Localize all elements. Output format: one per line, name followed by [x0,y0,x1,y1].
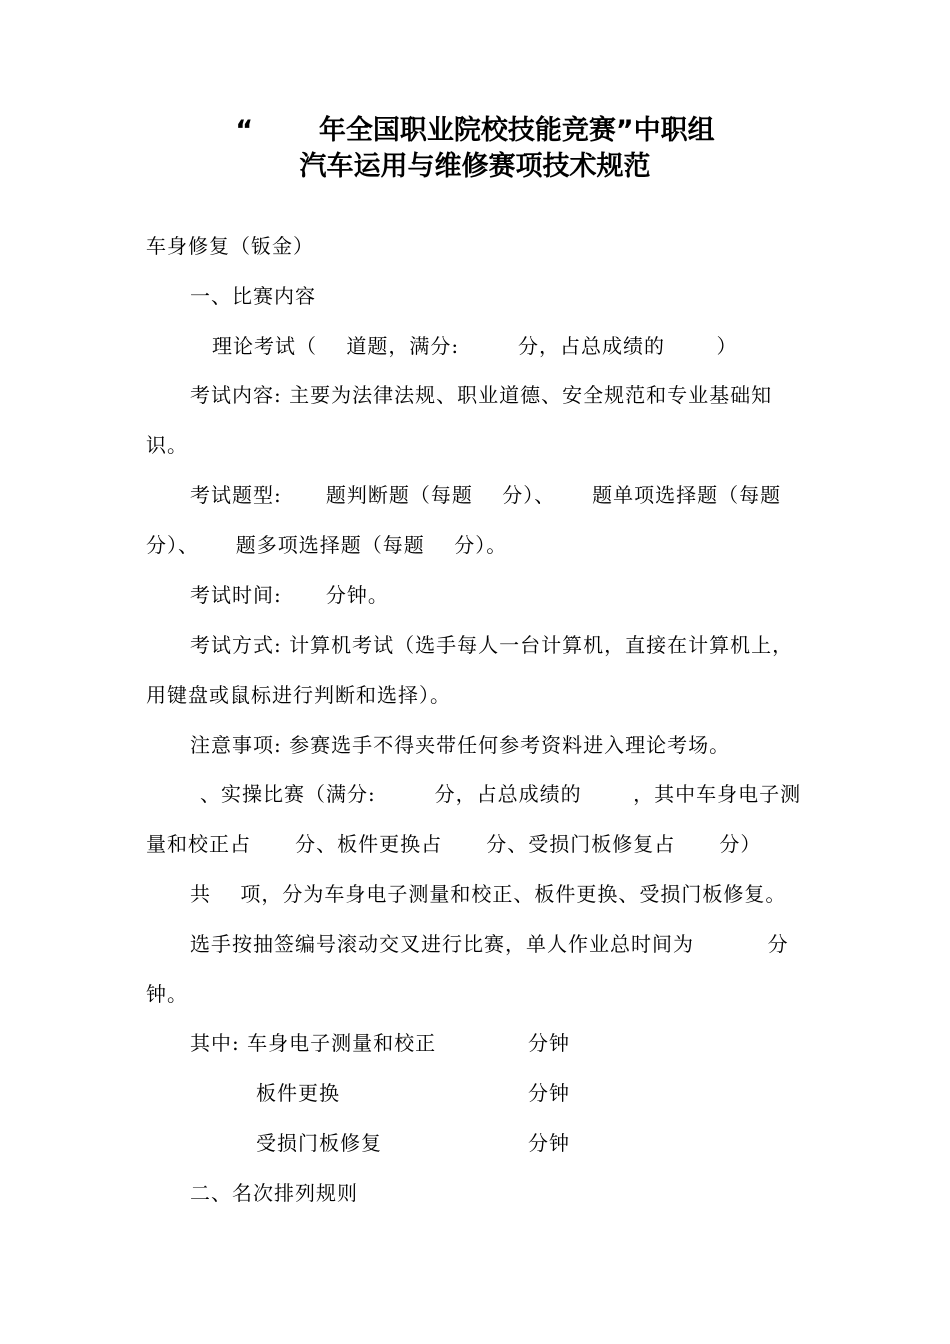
exam-content-line2: 识。 [146,433,188,457]
theory-exam-line: 理论考试（ 道题，满分: 分，占总成绩的 ） [212,334,738,358]
practical-line1: 、实操比赛（满分: 分，占总成绩的 ，其中车身电子测 [200,782,802,806]
schedule-line2: 钟。 [146,982,188,1006]
exam-method-line2: 用键盘或鼠标进行判断和选择）。 [146,683,451,707]
document-title-line1: “ 年全国职业院校技能竞赛”中职组 [235,115,715,146]
exam-content-line1: 考试内容: 主要为法律法规、职业道德、安全规范和专业基础知 [190,383,773,407]
exam-type-line2: 分）、 题多项选择题（每题 分）。 [146,533,508,557]
notes-line: 注意事项: 参赛选手不得夹带任何参考资料进入理论考场。 [190,733,731,757]
time-row-value: 分钟 [528,1081,570,1105]
exam-method-line1: 考试方式: 计算机考试（选手每人一台计算机，直接在计算机上， [190,633,794,657]
document-title-line2: 汽车运用与维修赛项技术规范 [299,151,651,182]
part1-heading: 一、比赛内容 [190,284,316,308]
exam-time-line: 考试时间: 分钟。 [190,583,389,607]
practical-line2: 量和校正占 分、板件更换占 分、受损门板修复占 分） [146,832,762,856]
time-row-label: 受损门板修复 [256,1131,382,1155]
section-heading: 车身修复（钣金） [146,234,314,258]
exam-type-line1: 考试题型: 题判断题（每题 分）、 题单项选择题（每题 [190,483,782,507]
time-row-label: 板件更换 [256,1081,340,1105]
items-total-line: 共 项，分为车身电子测量和校正、板件更换、受损门板修复。 [190,882,787,906]
time-row-value: 分钟 [528,1031,570,1055]
time-row-value: 分钟 [528,1131,570,1155]
time-row-label: 其中: 车身电子测量和校正 [190,1031,437,1055]
part2-heading: 二、名次排列规则 [190,1181,358,1205]
schedule-line1: 选手按抽签编号滚动交叉进行比赛，单人作业总时间为 分 [190,932,789,956]
